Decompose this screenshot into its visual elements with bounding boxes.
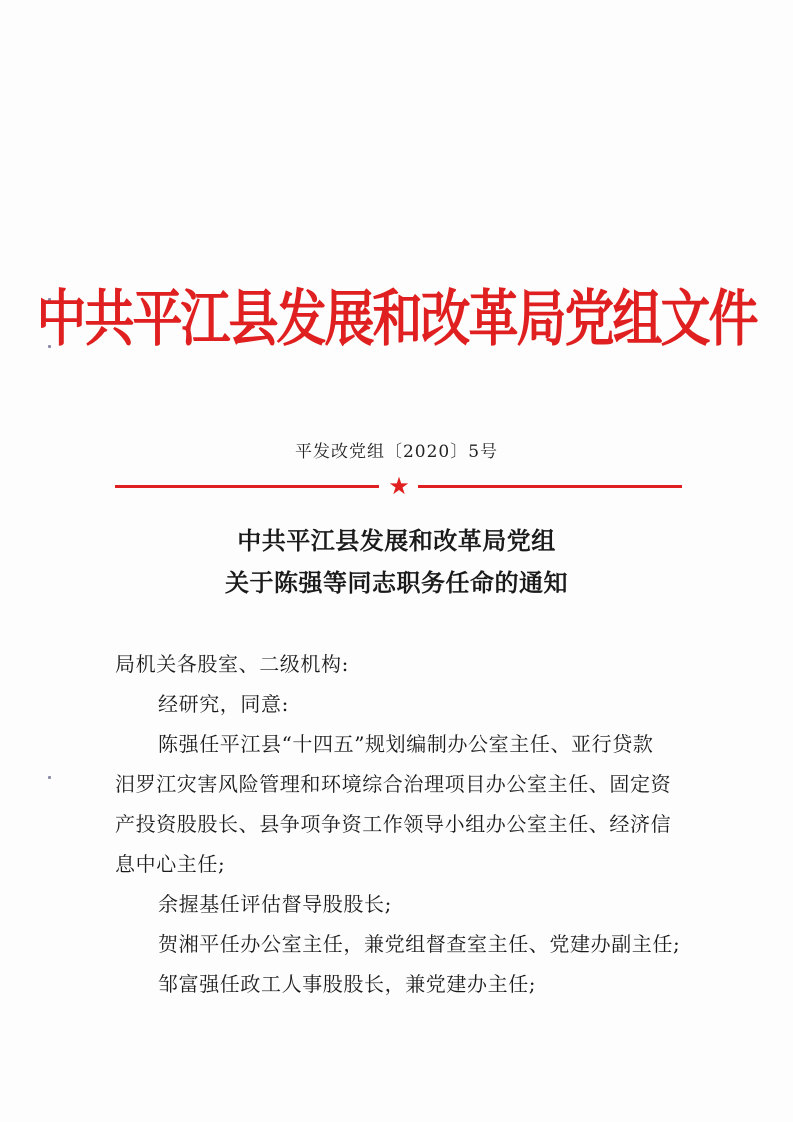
body-paragraph: 经研究，同意:: [158, 692, 289, 716]
notice-title-line-1: 中共平江县发展和改革局党组: [237, 527, 556, 555]
red-rule-left: [115, 485, 379, 488]
salutation: 局机关各股室、二级机构:: [115, 652, 349, 676]
body-paragraph-continuation: 息中心主任;: [115, 852, 226, 876]
body-paragraph-continuation: 产投资股股长、县争项争资工作领导小组办公室主任、经济信: [115, 812, 672, 836]
body-paragraph: 贺湘平任办公室主任，兼党组督查室主任、党建办副主任;: [158, 932, 681, 956]
red-rule-right: [418, 485, 682, 488]
body-paragraph: 余握基任评估督导股股长;: [158, 892, 392, 916]
body-paragraph: 邹富强任政工人事股股长，兼党建办主任;: [158, 972, 537, 996]
margin-mark: [48, 776, 51, 779]
body-paragraph-continuation: 汨罗江灾害风险管理和环境综合治理项目办公室主任、固定资: [115, 772, 672, 796]
red-header-title: 中共平江县发展和改革局党组文件: [36, 283, 757, 354]
document-number: 平发改党组〔2020〕5号: [294, 442, 499, 462]
star-icon: ★: [388, 472, 410, 500]
notice-title-line-2: 关于陈强等同志职务任命的通知: [225, 569, 568, 597]
body-paragraph: 陈强任平江县“十四五”规划编制办公室主任、亚行贷款: [158, 732, 654, 756]
